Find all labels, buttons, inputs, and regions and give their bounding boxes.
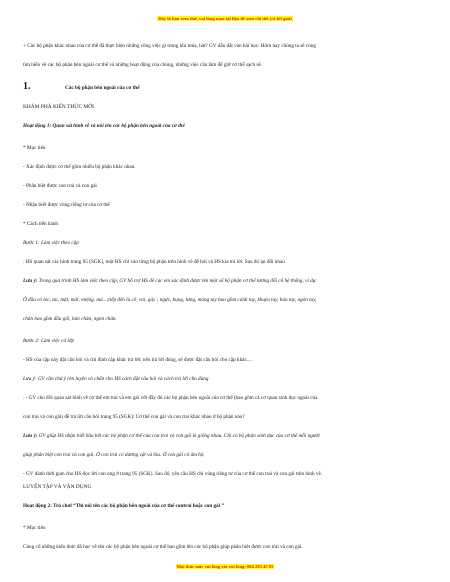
- heading-text: Các bộ phận bên ngoài của cơ thể: [65, 85, 140, 91]
- preview-banner-text: Đây là bản xem thử, vui lòng mua tài liệu để xem chi tiết (có lời giải): [158, 16, 292, 21]
- note-1-text: Trong quá trình HS làm việc theo cặp, GV hỗ trợ HS để các em xác định được tên một số bộ phận cơ thể tương đối cố hệ thống, ví dụ:: [37, 278, 318, 284]
- heading-number: 1.: [23, 81, 31, 92]
- step-1-text: . HS quan sát các hình trang 95 (SGK), một HS chỉ vào từng bộ phận trên hình vẽ để hỏi và HS kia trả lời. Sau đó lại đổi nhau: [23, 259, 285, 265]
- note-3-line2: giúp phân biệt con trai và con gái. Ở con trai có dương vật và bìu. Ở con gái có âm hộ.: [23, 452, 205, 458]
- goal-item-2: - Phân biệt được con trai và con gái: [23, 183, 97, 189]
- instruction-line1: . - GV cho HS quan sát hình vẽ cơ thể em trai và em gái với đầy đủ các bộ phận bên ngoài của cơ thể (bao gồm cả cơ quan sinh dục ngoài của: [23, 395, 318, 401]
- howto-heading-1: * Cách tiến hành: [23, 221, 59, 227]
- document-body: [23, 43, 423, 551]
- section-label-discover: KHÁM PHÁ KIẾN THỨC MỚI: [23, 104, 94, 110]
- activity-2-label: Hoạt động 2:: [23, 503, 52, 509]
- section-label-practice: LUYỆN TẬP VÀ VẬN DỤNG: [23, 484, 92, 490]
- note-3-text: GV giúp HS nhận biết hầu hết các bộ phận cơ thể của con trai và con gái là giống nhau. Chỉ có bộ phận sinh dục của cơ thể mỗi người: [37, 433, 320, 439]
- note-1-line2: Ở đầu có tóc, tai, mặt, mắt, miệng, má...;tiếp đến là cổ, vai, gáy ; ngực, bụng, lưng, mông tay bao gồm cánh tay, khuỷu tay, bàn tay, ngón tay,: [23, 297, 317, 303]
- activity-2-title: [23, 503, 423, 510]
- instruction-line2: con trai và con gái) để trả lời câu hỏi trang 95 (SGK): Cơ thể con gái và con trai khác nhau ở bộ phận nào?: [23, 414, 245, 420]
- goal-heading-2: * Mục tiêu: [23, 525, 46, 531]
- contact-banner: [0, 563, 450, 570]
- goal-item-3: - Nhận biết được vùng riêng tư của cơ thể: [23, 202, 110, 208]
- step-1: Bước 1: Làm việc theo cặp: [23, 240, 79, 246]
- note-1-label: Lưu ý:: [23, 278, 38, 284]
- goal-2-text: Củng cố những kiến thức đã học về tên các bộ phận bên ngoài cơ thể bao gồm tên các bộ phận giúp phân biệt được con trai và con gái.: [23, 544, 303, 550]
- note-1-line1: [23, 278, 423, 285]
- contact-banner-text: Mọi thắc mắc vui lòng xin vui lòng: 084 283 45 85: [176, 564, 274, 569]
- note-3-line1: [23, 433, 423, 440]
- preview-banner: [0, 15, 450, 22]
- step-2: Bước 2: Làm việc cả lớp: [23, 338, 75, 344]
- activity-2-text: Trò chơi “Thi nói tên các bộ phận bên ngoài của cơ thể contrai hoặc con gái ”: [51, 503, 224, 509]
- activity-1-text: Quan sát hình vẽ và nói tên các bộ phận bên ngoài của cơ thể: [51, 123, 185, 129]
- activity-1-title: [23, 123, 423, 130]
- goal-item-1: - Xác định được cơ thể gồm nhiều bộ phận khác nhau.: [23, 164, 136, 170]
- note-1-line3: chân bao gồm đầu gối, bàn chân, ngón chân.: [23, 316, 117, 322]
- step-2-text: - HS của cặp này đặt câu hỏi và chỉ định cặp khác trả lời; nếu trả lời đúng, sẽ được đặt câu hỏi cho cặp khác....: [23, 357, 252, 363]
- note-2: Lưu ý: GV cần chú ý rèn luyện và chấn cho HS cách đặt câu hỏi và cách trả lời cho đúng: [23, 376, 209, 382]
- note-3-label: Lưu ý:: [23, 433, 38, 439]
- goal-heading-1: * Mục tiêu: [23, 145, 46, 151]
- intro-paragraph-line1: + Các bộ phận khác nhau của cơ thể đã thực hiện những công việc gì trong khi múa, hát? GV dẫn dắt vào bài học: Hôm nay chúng ta sẽ cùng: [23, 43, 316, 49]
- activity-1-label: Hoạt động 1:: [23, 123, 52, 129]
- instruction-line3: - GV dành thời gian cho HS đọc lời con ong ở trang 95 (SGK). Sau đó, yêu cầu HS chỉ vùng riêng tư của cơ thể con trai và con gái trên hình vẽ.: [23, 471, 323, 477]
- intro-paragraph-line2: tìm hiểu về các bộ phận bên ngoài cơ thể và những hoạt động của chúng, những việc cần làm để giữ cơ thể sạch sẽ.: [23, 62, 263, 68]
- section-heading-1: [23, 83, 423, 92]
